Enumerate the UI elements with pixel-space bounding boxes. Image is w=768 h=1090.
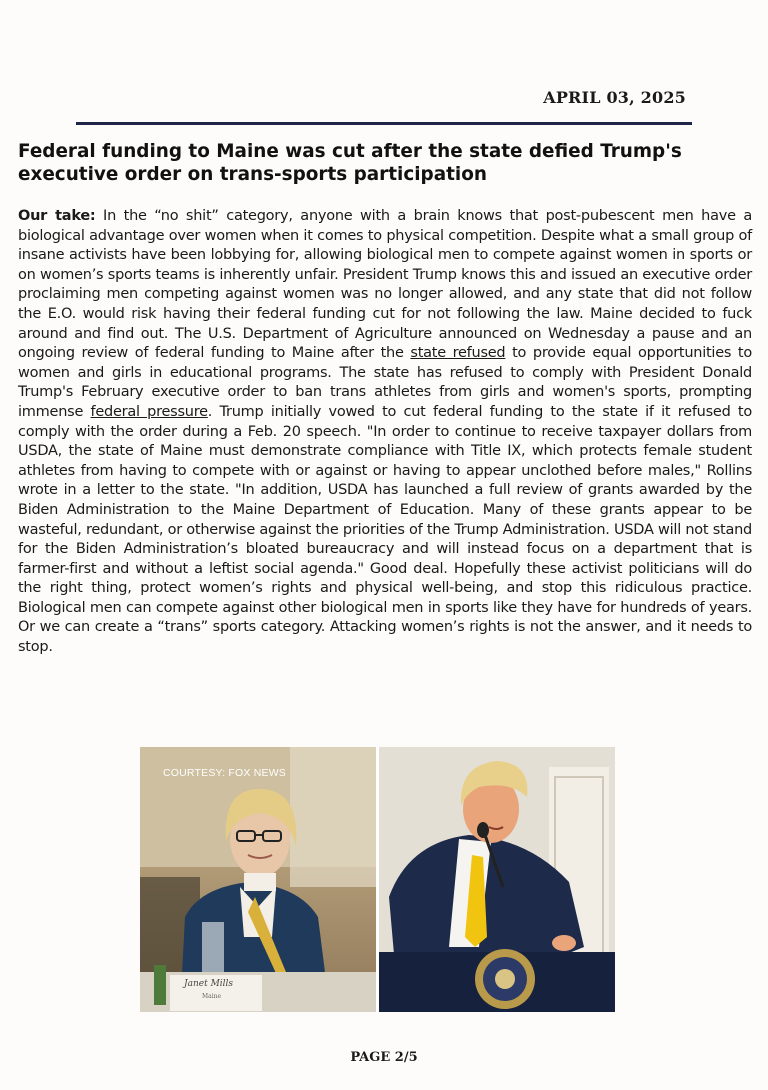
nameplate-subtext: Maine [202,993,222,1000]
photo-right-trump [379,747,615,1012]
photo-left-governor [140,747,376,1012]
body-text-3: . Trump initially vowed to cut federal funding to the state if it refused to comply with the order during a Feb. 20 speech. "In order to continue to receive taxpayer dollars from USDA, the state of Maine must demonstrate compliance with Title IX, which protects female student athletes from having to compete with or against or having to appear unclothed before males," Rollins wrote in a letter to the state. "In addition, USDA has launched a full review of grants awarded by the Biden Administration to the Maine Department of Education. Many of these grants appear to be wasteful, redundant, or otherwise against the priorities of the Trump Administration. USDA will not stand for the Biden Administration’s bloated bureaucracy and will instead focus on a department that is farmer-first and without a leftist social agenda." Good deal. Hopefully these activist politicians will do the right thing, protect women’s rights and physical well-being, and stop this ridiculous practice. Biological men can compete against other biological men in sports like they have for hundreds of years. Or we can create a “trans” sports category. Attacking women’s rights is not the answer, and it needs to stop. [18,403,752,656]
page-number: PAGE 2/5 [350,1050,418,1065]
nameplate-text: Janet Mills [184,979,234,989]
trump-illustration [379,747,615,1012]
article-photo [140,747,615,1012]
header-rule [76,122,692,125]
body-text-2: to provide equal opportunities to women and girls in educational programs. The state has refused to comply with President Donald Trump's February executive order to ban trans athletes from girls and women's sports, prompting immense [18,345,752,420]
article-body [18,207,752,658]
article-headline: Federal funding to Maine was cut after the state defied Trump's executive order on trans-sports participation [18,141,682,185]
body-text-1: In the “no shit” category, anyone with a brain knows that post-pubescent men have a biological advantage over women when it comes to physical competition. Despite what a small group of insane activists have been lobbying for, allowing biological men to compete against women in sports or on women’s sports teams is inherently unfair. President Trump knows this and issued an executive order proclaiming men competing against women was no longer allowed, and any state that did not follow the E.O. would risk having their federal funding cut for not following the law. Maine decided to fuck around and find out. The U.S. Department of Agriculture announced on Wednesday a pause and an ongoing review of federal funding to Maine after the [18,208,752,362]
federal-pressure-link[interactable]: federal pressure [90,403,208,420]
photo-credit: COURTESY: FOX NEWS [163,767,287,779]
lead-label: Our take: [18,208,96,224]
governor-illustration [140,747,376,1012]
date-label: APRIL 03, 2025 [543,88,686,107]
state-refused-link[interactable]: state refused [410,345,506,362]
